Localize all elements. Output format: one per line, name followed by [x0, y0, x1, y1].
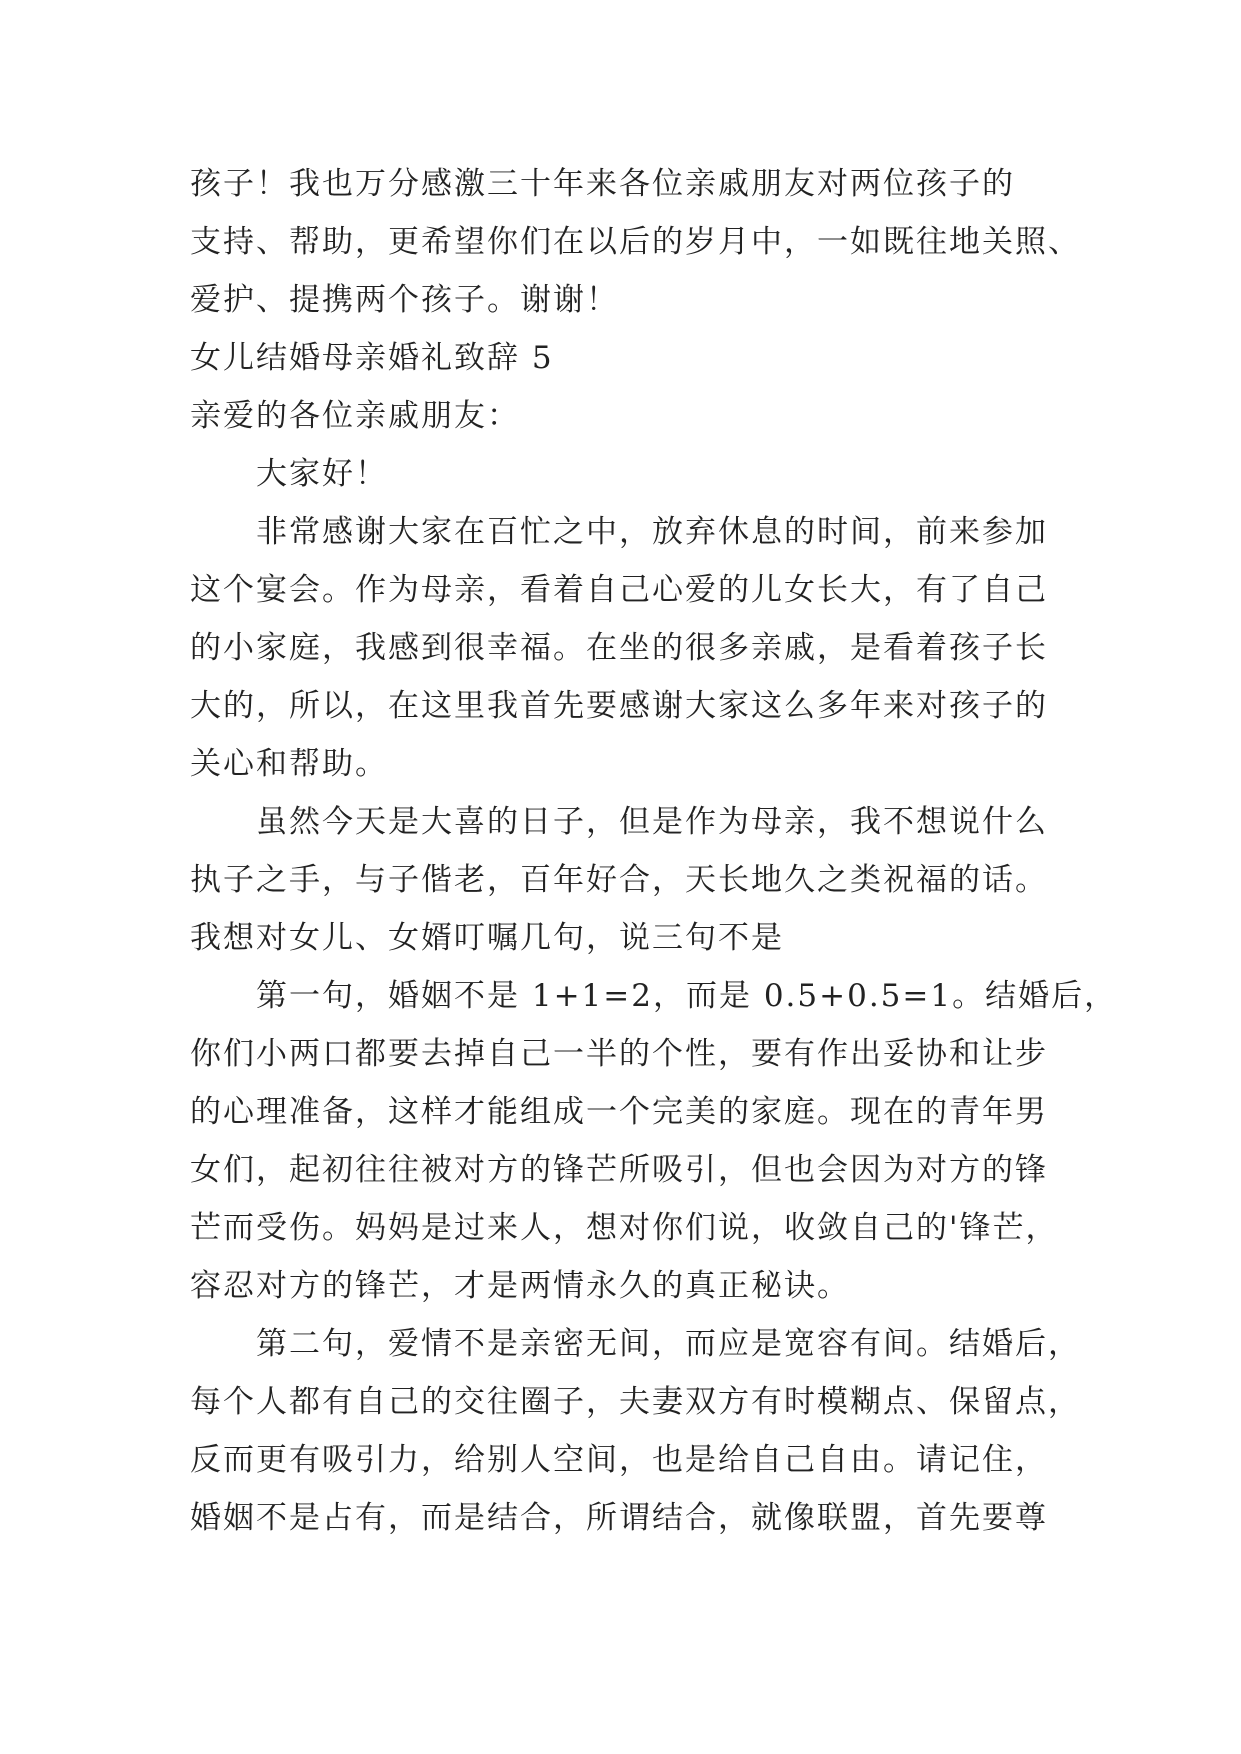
text-line: 第二句，爱情不是亲密无间，而应是宽容有间。结婚后，	[256, 1326, 1081, 1362]
text-line: 容忍对方的锋芒，才是两情永久的真正秘诀。	[190, 1268, 850, 1304]
text-line: 大家好！	[256, 456, 388, 492]
text-line: 亲爱的各位亲戚朋友：	[190, 398, 520, 434]
text-line: 反而更有吸引力，给别人空间，也是给自己自由。请记住，	[190, 1442, 1048, 1478]
text-line: 执子之手，与子偕老，百年好合，天长地久之类祝福的话。	[190, 862, 1048, 898]
text-line: 非常感谢大家在百忙之中，放弃休息的时间，前来参加	[256, 514, 1048, 550]
text-line: 支持、帮助，更希望你们在以后的岁月中，一如既往地关照、	[190, 224, 1081, 260]
text-line: 芒而受伤。妈妈是过来人，想对你们说，收敛自己的'锋芒，	[190, 1210, 1059, 1246]
text-line: 的小家庭，我感到很幸福。在坐的很多亲戚，是看着孩子长	[190, 630, 1048, 666]
text-line: 大的，所以，在这里我首先要感谢大家这么多年来对孩子的	[190, 688, 1048, 724]
text-line: 的心理准备，这样才能组成一个完美的家庭。现在的青年男	[190, 1094, 1048, 1130]
text-line: 关心和帮助。	[190, 746, 388, 782]
text-line: 这个宴会。作为母亲，看着自己心爱的儿女长大，有了自己	[190, 572, 1048, 608]
text-line: 我想对女儿、女婿叮嘱几句，说三句不是	[190, 920, 784, 956]
text-line: 爱护、提携两个孩子。谢谢！	[190, 282, 619, 318]
text-line: 第一句，婚姻不是 1+1=2，而是 0.5+0.5=1。结婚后，	[256, 978, 1118, 1014]
text-line: 你们小两口都要去掉自己一半的个性，要有作出妥协和让步	[190, 1036, 1048, 1072]
text-line: 孩子！我也万分感激三十年来各位亲戚朋友对两位孩子的	[190, 166, 1015, 202]
text-line: 虽然今天是大喜的日子，但是作为母亲，我不想说什么	[256, 804, 1048, 840]
text-line: 女们，起初往往被对方的锋芒所吸引，但也会因为对方的锋	[190, 1152, 1048, 1188]
text-line: 婚姻不是占有，而是结合，所谓结合，就像联盟，首先要尊	[190, 1500, 1048, 1536]
document-body	[190, 155, 1118, 1547]
text-line: 女儿结婚母亲婚礼致辞 5	[190, 340, 554, 376]
text-line: 每个人都有自己的交往圈子，夫妻双方有时模糊点、保留点，	[190, 1384, 1081, 1420]
